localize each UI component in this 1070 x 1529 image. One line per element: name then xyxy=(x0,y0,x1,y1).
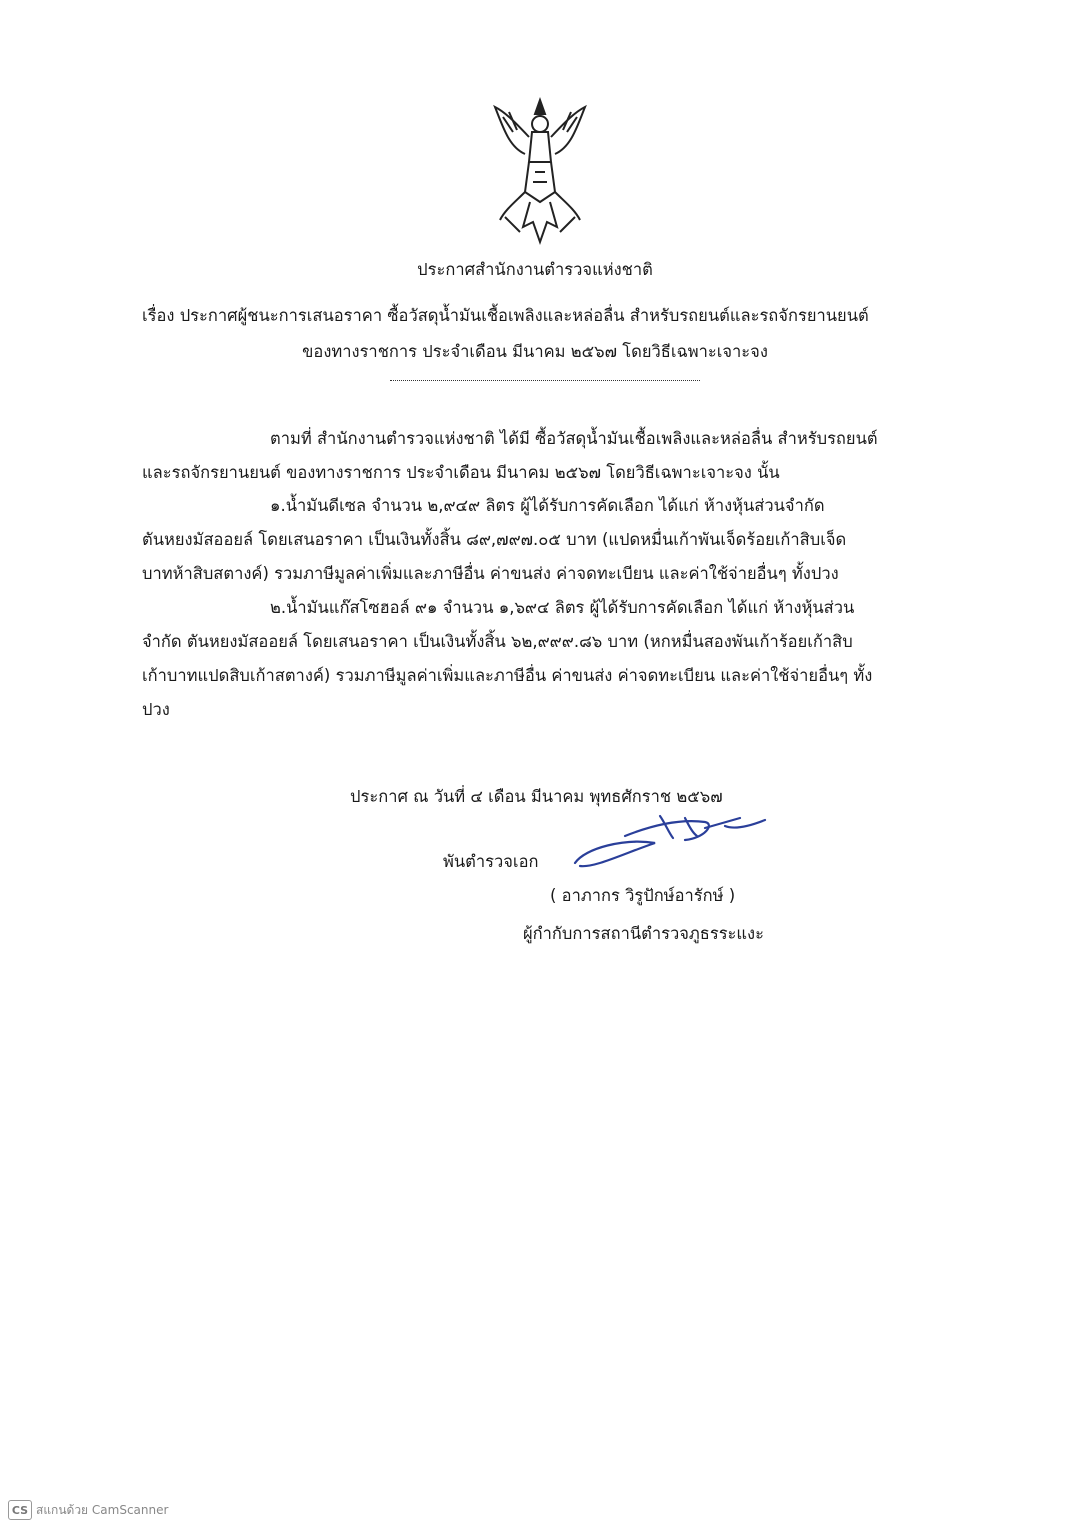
intro-line-2: และรถจักรยานยนต์ ของทางราชการ ประจำเดือน มีนาคม ๒๕๖๗ โดยวิธีเฉพาะเจาะจง นั้น xyxy=(142,463,780,482)
garuda-emblem-icon xyxy=(485,92,595,252)
item2-line-1: ๒.น้ำมันแก๊สโซฮอล์ ๙๑ จำนวน ๑,๖๙๔ ลิตร ผู้ได้รับการคัดเลือก ได้แก่ ห้างหุ้นส่วน xyxy=(270,598,855,617)
camscanner-logo-icon: CS xyxy=(8,1500,32,1520)
org-title: ประกาศสำนักงานตำรวจแห่งชาติ xyxy=(417,260,653,279)
subject-line-2: ของทางราชการ ประจำเดือน มีนาคม ๒๕๖๗ โดยวิธีเฉพาะเจาะจง xyxy=(302,342,768,361)
camscanner-text: สแกนด้วย CamScanner xyxy=(36,1502,169,1517)
handwritten-signature xyxy=(565,808,795,878)
item2-line-2: จำกัด ตันหยงมัสออยล์ โดยเสนอราคา เป็นเงินทั้งสิ้น ๖๒,๙๙๙.๘๖ บาท (หกหมื่นสองพันเก้าร้อยเก้าสิบ xyxy=(142,632,853,651)
signatory-position: ผู้กำกับการสถานีตำรวจภูธรระแงะ xyxy=(523,924,764,943)
item2-line-3: เก้าบาทแปดสิบเก้าสตางค์) รวมภาษีมูลค่าเพิ่มและภาษีอื่น ค่าขนส่ง ค่าจดทะเบียน และค่าใช้จ่ายอื่นๆ ทั้ง xyxy=(142,666,873,685)
item1-line-3: บาทห้าสิบสตางค์) รวมภาษีมูลค่าเพิ่มและภาษีอื่น ค่าขนส่ง ค่าจดทะเบียน และค่าใช้จ่ายอื่นๆ ทั้งปวง xyxy=(142,564,839,583)
item1-line-1: ๑.น้ำมันดีเซล จำนวน ๒,๙๔๙ ลิตร ผู้ได้รับการคัดเลือก ได้แก่ ห้างหุ้นส่วนจำกัด xyxy=(270,496,825,515)
item2-line-4: ปวง xyxy=(142,700,170,719)
subject-line-1: เรื่อง ประกาศผู้ชนะการเสนอราคา ซื้อวัสดุน้ำมันเชื้อเพลิงและหล่อลื่น สำหรับรถยนต์และรถจักรยานยนต์ xyxy=(142,306,869,325)
item1-line-2: ตันหยงมัสออยล์ โดยเสนอราคา เป็นเงินทั้งสิ้น ๘๙,๗๙๗.๐๕ บาท (แปดหมื่นเก้าพันเจ็ดร้อยเก้าสิบเจ็ด xyxy=(142,530,847,549)
intro-line-1: ตามที่ สำนักงานตำรวจแห่งชาติ ได้มี ซื้อวัสดุน้ำมันเชื้อเพลิงและหล่อลื่น สำหรับรถยนต์ xyxy=(270,429,878,448)
dotted-divider xyxy=(390,380,700,381)
camscanner-watermark xyxy=(8,1500,168,1520)
announcement-date: ประกาศ ณ วันที่ ๔ เดือน มีนาคม พุทธศักราช ๒๕๖๗ xyxy=(350,787,723,806)
signatory-rank: พันตำรวจเอก xyxy=(443,852,539,871)
signatory-name: ( อาภากร วิรูปักษ์อารักษ์ ) xyxy=(550,886,736,905)
